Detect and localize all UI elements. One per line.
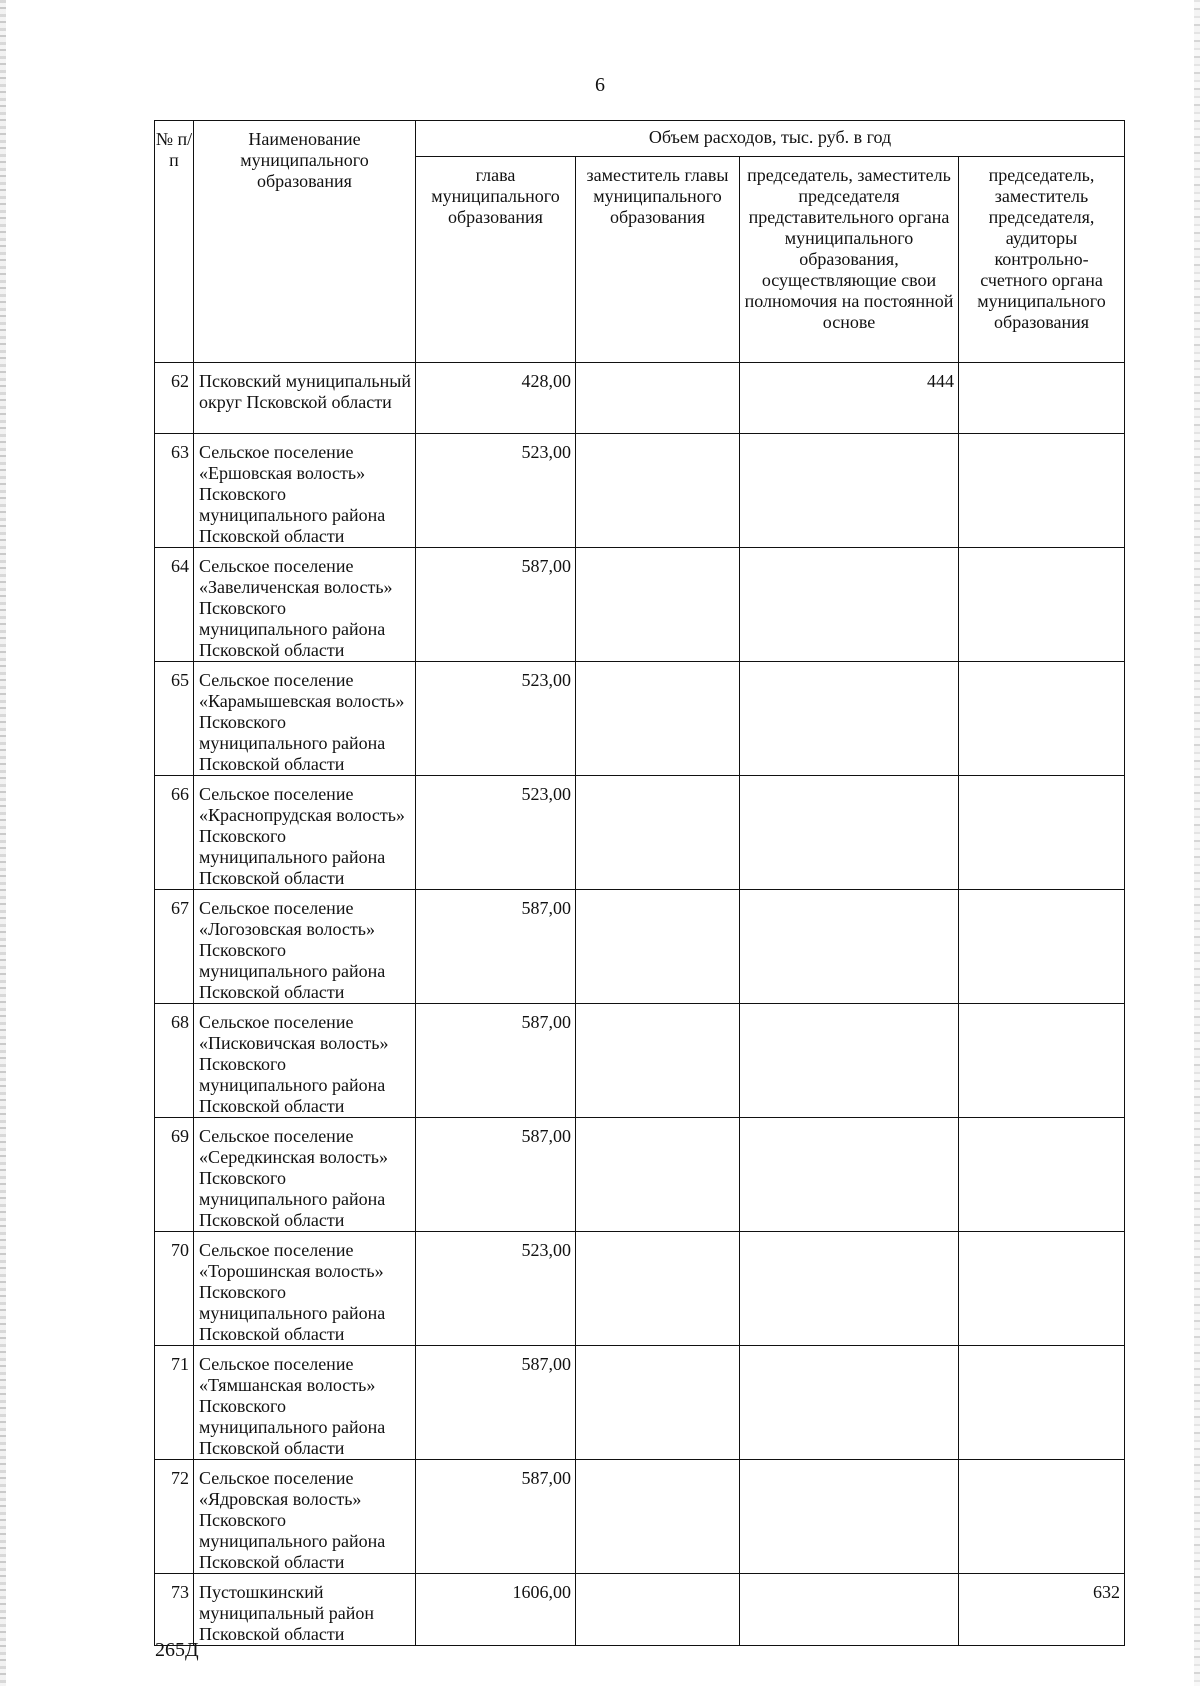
row-head-value: 523,00 xyxy=(416,1232,576,1346)
row-deputy-value xyxy=(576,890,740,1004)
table-row xyxy=(155,363,1125,434)
row-head-value: 428,00 xyxy=(416,363,576,434)
row-audit-value xyxy=(959,1118,1125,1232)
header-head-of-municipality: глава муниципального образования xyxy=(416,157,576,363)
row-municipality-name: Сельское поселение «Ядровская волость» Псковского муниципального района Псковской области xyxy=(194,1460,416,1574)
row-municipality-name: Сельское поселение «Завеличенская волость» Псковского муниципального района Псковской области xyxy=(194,548,416,662)
table-row xyxy=(155,1118,1125,1232)
row-deputy-value xyxy=(576,662,740,776)
row-audit-value xyxy=(959,363,1125,434)
row-head-value: 587,00 xyxy=(416,1004,576,1118)
row-municipality-name: Сельское поселение «Краснопрудская волость» Псковского муниципального района Псковской области xyxy=(194,776,416,890)
row-number: 73 xyxy=(155,1574,194,1646)
row-number: 62 xyxy=(155,363,194,434)
row-number: 65 xyxy=(155,662,194,776)
row-deputy-value xyxy=(576,434,740,548)
row-municipality-name: Сельское поселение «Логозовская волость» Псковского муниципального района Псковской области xyxy=(194,890,416,1004)
row-audit-value xyxy=(959,434,1125,548)
row-number: 68 xyxy=(155,1004,194,1118)
row-municipality-name: Сельское поселение «Ершовская волость» Псковского муниципального района Псковской области xyxy=(194,434,416,548)
page-number: 6 xyxy=(595,74,605,96)
row-audit-value: 632 xyxy=(959,1574,1125,1646)
row-chair-value xyxy=(740,548,959,662)
expenses-table xyxy=(154,120,1125,1646)
table-row xyxy=(155,1232,1125,1346)
row-number: 71 xyxy=(155,1346,194,1460)
row-deputy-value xyxy=(576,548,740,662)
row-head-value: 523,00 xyxy=(416,776,576,890)
row-audit-value xyxy=(959,1346,1125,1460)
row-head-value: 587,00 xyxy=(416,548,576,662)
table-row xyxy=(155,1460,1125,1574)
row-municipality-name: Сельское поселение «Карамышевская волость» Псковского муниципального района Псковской области xyxy=(194,662,416,776)
row-chair-value xyxy=(740,1232,959,1346)
row-number: 63 xyxy=(155,434,194,548)
scan-edge-right xyxy=(1194,0,1200,1686)
header-audit-chair: председатель, заместитель председателя, аудиторы контрольно-счетного органа муниципального образования xyxy=(959,157,1125,363)
header-name: Наименование муниципального образования xyxy=(194,121,416,363)
row-chair-value xyxy=(740,434,959,548)
table-row xyxy=(155,548,1125,662)
table-row xyxy=(155,434,1125,548)
row-head-value: 587,00 xyxy=(416,890,576,1004)
row-head-value: 587,00 xyxy=(416,1460,576,1574)
row-chair-value xyxy=(740,1346,959,1460)
row-deputy-value xyxy=(576,1118,740,1232)
row-number: 69 xyxy=(155,1118,194,1232)
row-audit-value xyxy=(959,1232,1125,1346)
document-code: 265Д xyxy=(155,1639,199,1661)
row-deputy-value xyxy=(576,1004,740,1118)
row-number: 70 xyxy=(155,1232,194,1346)
header-deputy-head: заместитель главы муниципального образования xyxy=(576,157,740,363)
row-chair-value xyxy=(740,1460,959,1574)
header-expenses-group: Объем расходов, тыс. руб. в год xyxy=(416,121,1125,157)
row-municipality-name: Сельское поселение «Середкинская волость» Псковского муниципального района Псковской области xyxy=(194,1118,416,1232)
row-chair-value xyxy=(740,1574,959,1646)
row-number: 67 xyxy=(155,890,194,1004)
row-municipality-name: Сельское поселение «Тямшанская волость» Псковского муниципального района Псковской области xyxy=(194,1346,416,1460)
row-number: 72 xyxy=(155,1460,194,1574)
row-head-value: 523,00 xyxy=(416,662,576,776)
row-audit-value xyxy=(959,776,1125,890)
row-chair-value xyxy=(740,776,959,890)
row-municipality-name: Пустошкинский муниципальный район Псковской области xyxy=(194,1574,416,1646)
row-municipality-name: Сельское поселение «Писковичская волость» Псковского муниципального района Псковской области xyxy=(194,1004,416,1118)
row-chair-value xyxy=(740,662,959,776)
row-deputy-value xyxy=(576,1232,740,1346)
table-row xyxy=(155,890,1125,1004)
row-audit-value xyxy=(959,1460,1125,1574)
row-chair-value xyxy=(740,1004,959,1118)
header-row-group xyxy=(155,121,1125,157)
header-representative-chair: председатель, заместитель председателя представительного органа муниципального образования, осуществляющие свои полномочия на постоянной основе xyxy=(740,157,959,363)
row-municipality-name: Псковский муниципальный округ Псковской области xyxy=(194,363,416,434)
row-deputy-value xyxy=(576,1574,740,1646)
row-deputy-value xyxy=(576,776,740,890)
table-row xyxy=(155,1346,1125,1460)
table-row xyxy=(155,776,1125,890)
row-head-value: 1606,00 xyxy=(416,1574,576,1646)
row-number: 64 xyxy=(155,548,194,662)
table-row xyxy=(155,1574,1125,1646)
row-audit-value xyxy=(959,548,1125,662)
row-audit-value xyxy=(959,662,1125,776)
row-deputy-value xyxy=(576,363,740,434)
header-no: № п/п xyxy=(155,121,194,363)
row-head-value: 587,00 xyxy=(416,1118,576,1232)
table-row xyxy=(155,662,1125,776)
row-number: 66 xyxy=(155,776,194,890)
scan-edge-left xyxy=(0,0,6,1686)
row-municipality-name: Сельское поселение «Торошинская волость» Псковского муниципального района Псковской области xyxy=(194,1232,416,1346)
table-row xyxy=(155,1004,1125,1118)
row-chair-value xyxy=(740,1118,959,1232)
row-chair-value: 444 xyxy=(740,363,959,434)
row-audit-value xyxy=(959,1004,1125,1118)
row-audit-value xyxy=(959,890,1125,1004)
row-deputy-value xyxy=(576,1460,740,1574)
row-head-value: 523,00 xyxy=(416,434,576,548)
row-chair-value xyxy=(740,890,959,1004)
row-deputy-value xyxy=(576,1346,740,1460)
row-head-value: 587,00 xyxy=(416,1346,576,1460)
